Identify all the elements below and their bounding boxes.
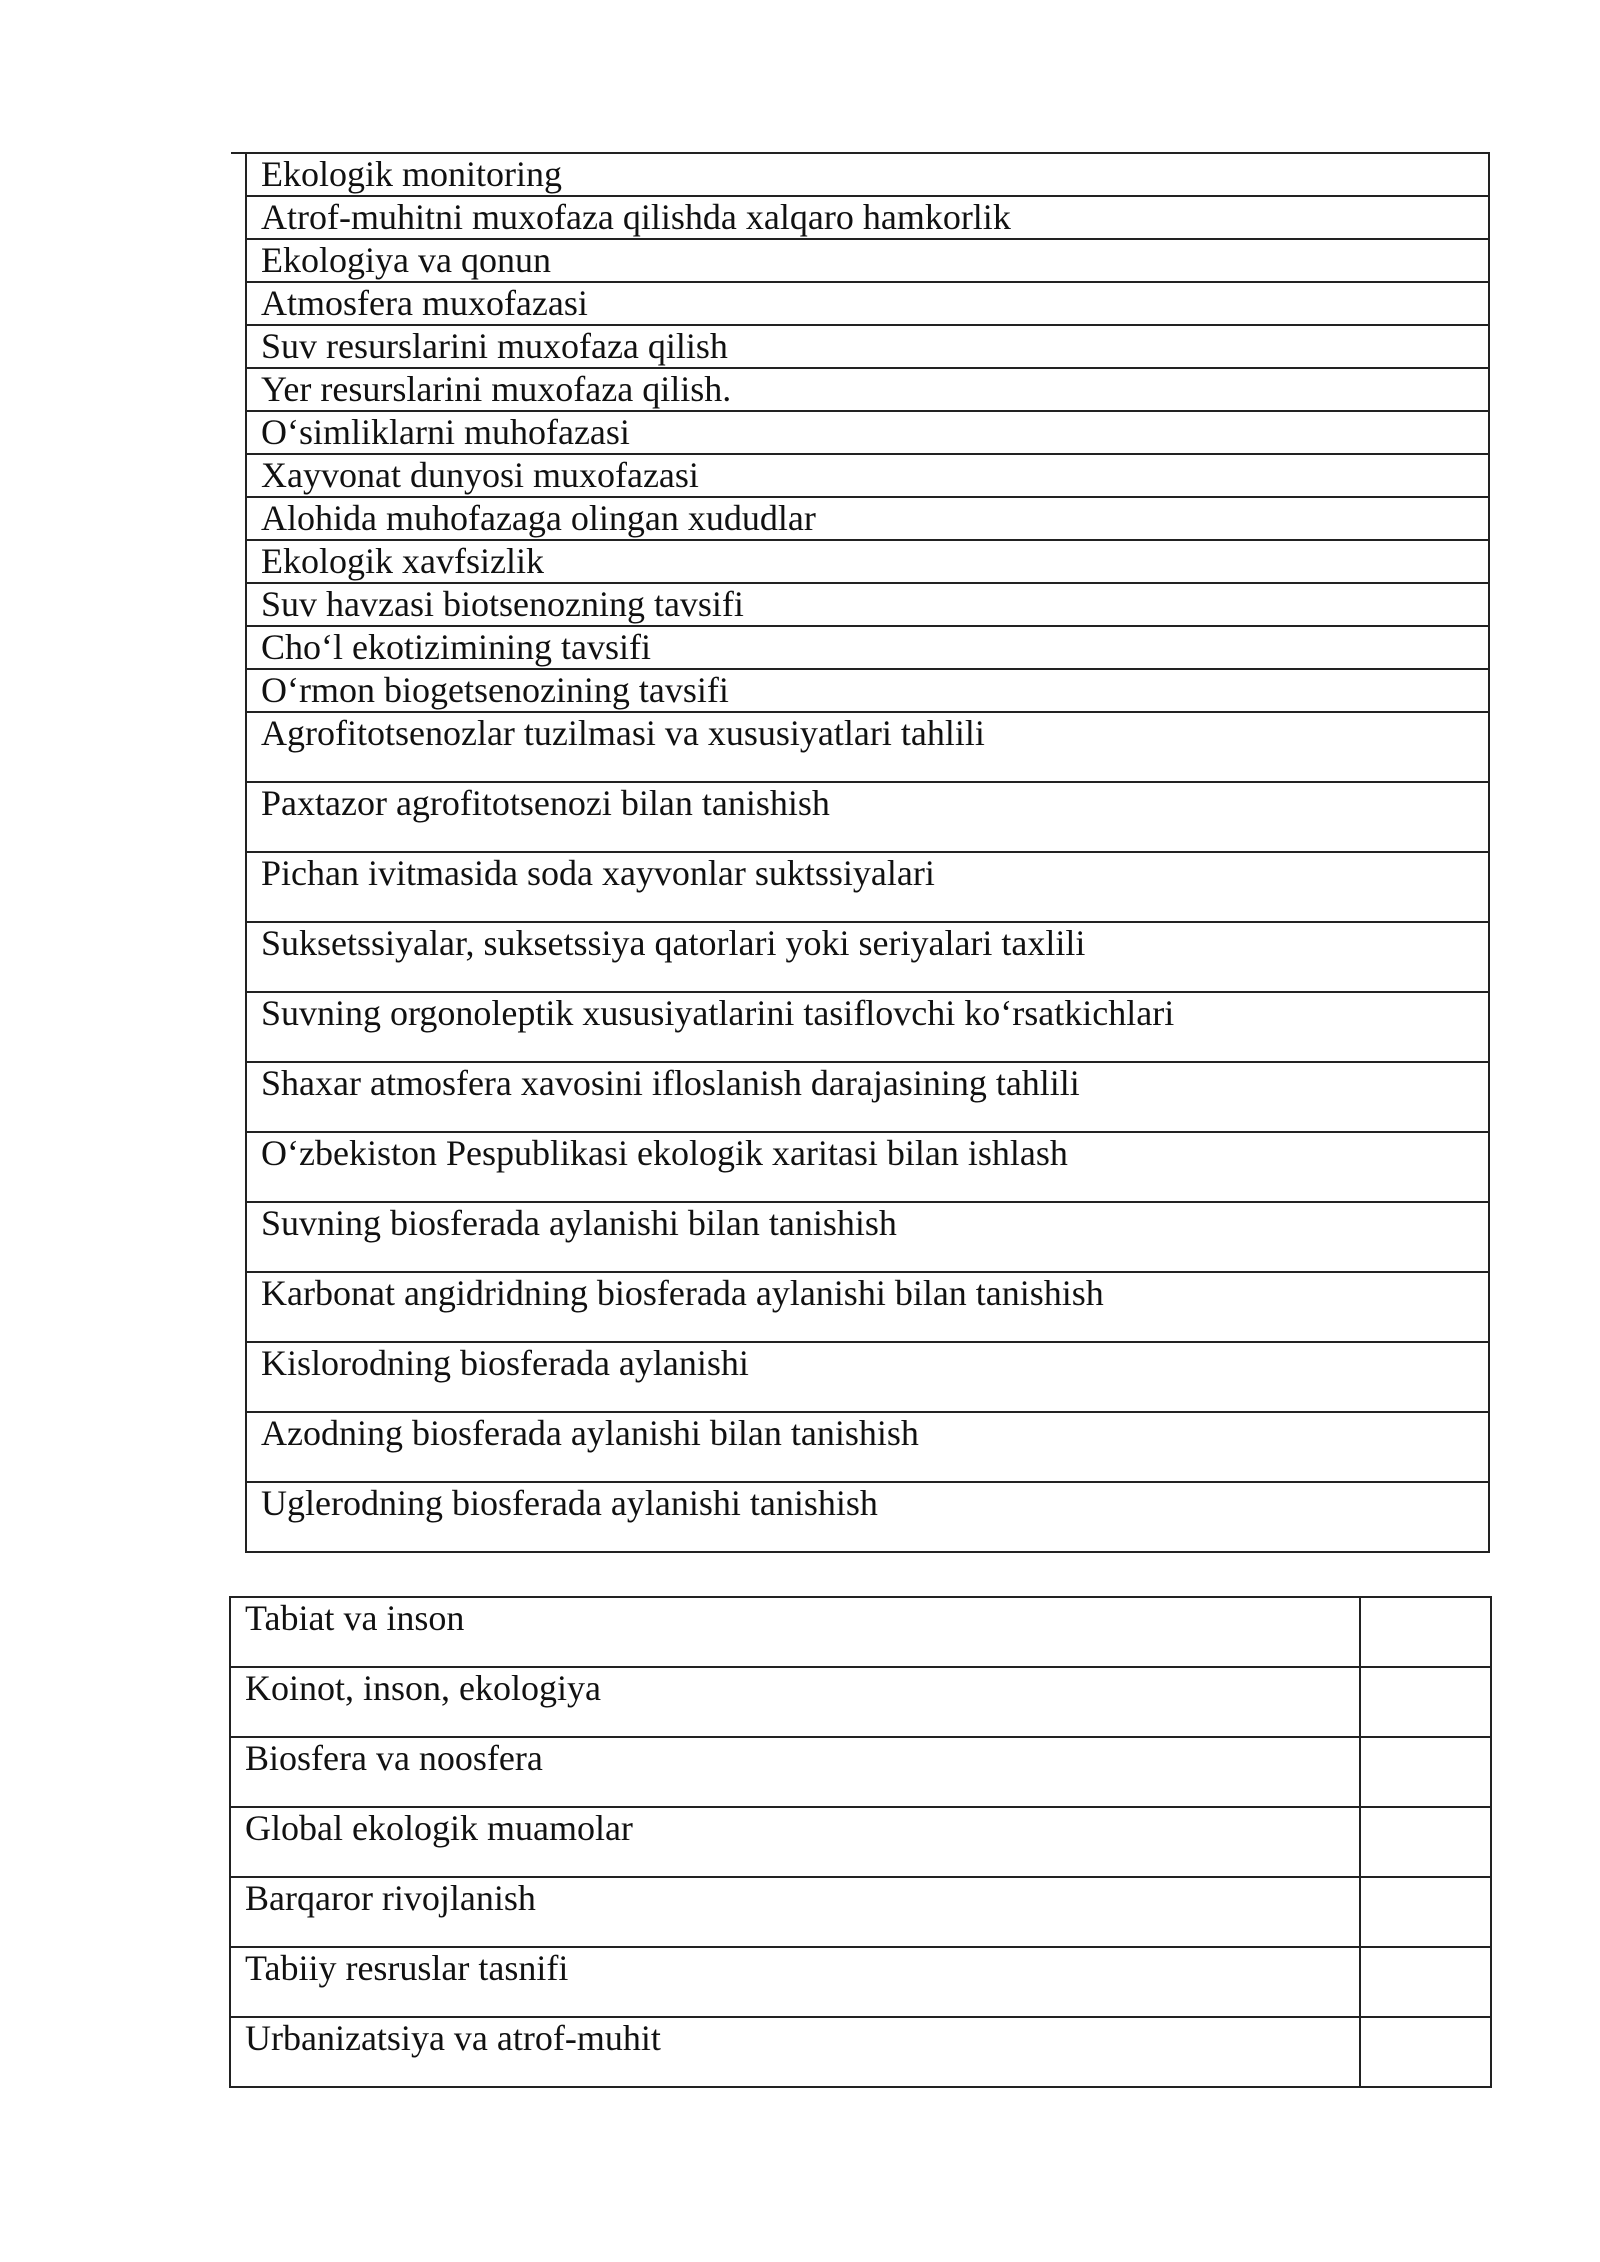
topics-table-lower (229, 1596, 1492, 2088)
value-cell (1360, 1807, 1491, 1877)
topic-cell: Karbonat angidridning biosferada aylanishi bilan tanishish (246, 1272, 1489, 1342)
topic-cell: Tabiat va inson (230, 1597, 1360, 1667)
topic-cell: Yer resurslarini muxofaza qilish. (246, 368, 1489, 411)
topics-table-upper (245, 152, 1490, 1553)
topic-cell: Suksetssiyalar, suksetssiya qatorlari yoki seriyalari taxlili (246, 922, 1489, 992)
table-row (230, 1877, 1491, 1947)
table-row (230, 1597, 1491, 1667)
table-corner-tick (231, 152, 245, 154)
table-row (230, 1737, 1491, 1807)
topic-cell: Kislorodning biosferada aylanishi (246, 1342, 1489, 1412)
topic-cell: Xayvonat dunyosi muxofazasi (246, 454, 1489, 497)
table-row (246, 992, 1489, 1062)
topic-cell: Pichan ivitmasida soda xayvonlar suktssiyalari (246, 852, 1489, 922)
topic-cell: Koinot, inson, ekologiya (230, 1667, 1360, 1737)
table-row (246, 1412, 1489, 1482)
table-row (246, 196, 1489, 239)
table-row (246, 922, 1489, 992)
table-row (246, 782, 1489, 852)
table-row (246, 712, 1489, 782)
topic-cell: Global ekologik muamolar (230, 1807, 1360, 1877)
table-row (246, 454, 1489, 497)
topic-cell: Cho‘l ekotizimining tavsifi (246, 626, 1489, 669)
topic-cell: Shaxar atmosfera xavosini ifloslanish darajasining tahlili (246, 1062, 1489, 1132)
topic-cell: Alohida muhofazaga olingan xududlar (246, 497, 1489, 540)
topic-cell: Paxtazor agrofitotsenozi bilan tanishish (246, 782, 1489, 852)
value-cell (1360, 1947, 1491, 2017)
table-row (246, 1202, 1489, 1272)
table-row (246, 583, 1489, 626)
topic-cell: Suv havzasi biotsenozning tavsifi (246, 583, 1489, 626)
table-row (246, 282, 1489, 325)
topic-cell: Biosfera va noosfera (230, 1737, 1360, 1807)
topic-cell: Atmosfera muxofazasi (246, 282, 1489, 325)
table-row (246, 239, 1489, 282)
value-cell (1360, 1597, 1491, 1667)
table-row (246, 325, 1489, 368)
value-cell (1360, 1877, 1491, 1947)
table-row (246, 1482, 1489, 1552)
topic-cell: Suv resurslarini muxofaza qilish (246, 325, 1489, 368)
topic-cell: Agrofitotsenozlar tuzilmasi va xususiyatlari tahlili (246, 712, 1489, 782)
topic-cell: Azodning biosferada aylanishi bilan tanishish (246, 1412, 1489, 1482)
value-cell (1360, 2017, 1491, 2087)
table-row (246, 1272, 1489, 1342)
value-cell (1360, 1737, 1491, 1807)
table-row (230, 1667, 1491, 1737)
table-row (246, 497, 1489, 540)
table-row (246, 1342, 1489, 1412)
topic-cell: O‘zbekiston Pespublikasi ekologik xaritasi bilan ishlash (246, 1132, 1489, 1202)
table-row (246, 1132, 1489, 1202)
topic-cell: Urbanizatsiya va atrof-muhit (230, 2017, 1360, 2087)
table-row (246, 540, 1489, 583)
table-row (246, 153, 1489, 196)
topic-cell: Tabiiy resruslar tasnifi (230, 1947, 1360, 2017)
value-cell (1360, 1667, 1491, 1737)
topic-cell: Ekologiya va qonun (246, 239, 1489, 282)
topic-cell: Atrof-muhitni muxofaza qilishda xalqaro hamkorlik (246, 196, 1489, 239)
table-row (246, 852, 1489, 922)
topic-cell: O‘simliklarni muhofazasi (246, 411, 1489, 454)
topic-cell: Suvning orgonoleptik xususiyatlarini tasiflovchi ko‘rsatkichlari (246, 992, 1489, 1062)
topic-cell: Suvning biosferada aylanishi bilan tanishish (246, 1202, 1489, 1272)
table-row (246, 1062, 1489, 1132)
table-row (246, 411, 1489, 454)
table-row (230, 1807, 1491, 1877)
topic-cell: O‘rmon biogetsenozining tavsifi (246, 669, 1489, 712)
topic-cell: Ekologik xavfsizlik (246, 540, 1489, 583)
topic-cell: Ekologik monitoring (246, 153, 1489, 196)
table-row (230, 1947, 1491, 2017)
topic-cell: Uglerodning biosferada aylanishi tanishish (246, 1482, 1489, 1552)
table-row (246, 626, 1489, 669)
topic-cell: Barqaror rivojlanish (230, 1877, 1360, 1947)
table-row (246, 368, 1489, 411)
table-row (230, 2017, 1491, 2087)
table-row (246, 669, 1489, 712)
